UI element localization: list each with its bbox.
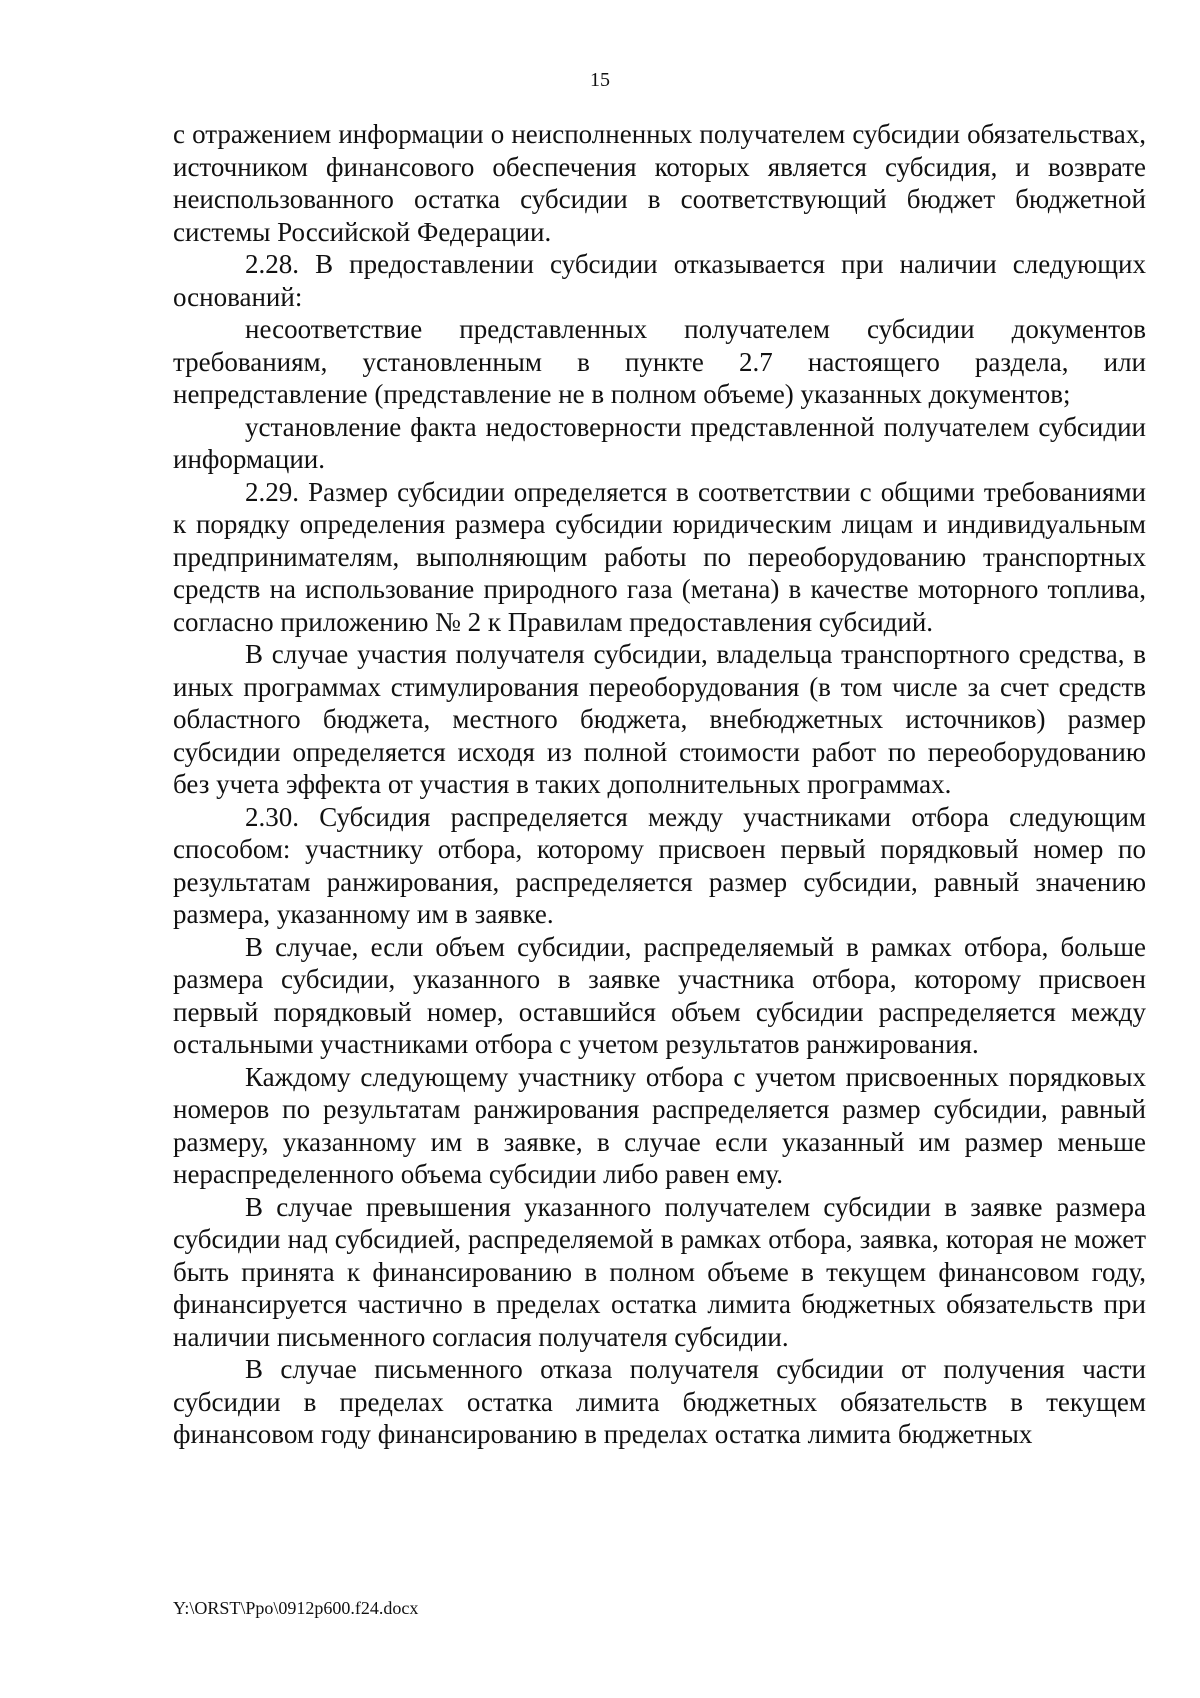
paragraph-written-refusal: В случае письменного отказа получателя субсидии от получения части субсидии в пределах остатка лимита бюджетных обязательств в текущем финансовом году финансированию в пределах остатка лимита бюджетных bbox=[173, 1354, 1146, 1449]
paragraph-reason-information: установление факта недостоверности представленной получателем субсидии информации. bbox=[173, 411, 1146, 474]
paragraph-reason-documents: несоответствие представленных получателем субсидии документов требованиям, установленным в пункте 2.7 настоящего раздела, или непредставление (представление не в полном объеме) указанных документов; bbox=[173, 314, 1146, 409]
paragraph-each-next-participant: Каждому следующему участнику отбора с учетом присвоенных порядковых номеров по результатам ранжирования распределяется размер субсидии, равный размеру, указанному им в заявке, в случае если указанный им размер меньше нераспределенного объема субсидии либо равен ему. bbox=[173, 1061, 1146, 1189]
page-number: 15 bbox=[590, 69, 610, 91]
document-body bbox=[173, 118, 1146, 1451]
paragraph-excess-amount: В случае превышения указанного получателем субсидии в заявке размера субсидии над субсидией, распределяемой в рамках отбора, заявка, которая не может быть принята к финансированию в полном объеме в текущем финансовом году, финансируется частично в пределах остатка лимита бюджетных обязательств при наличии письменного согласия получателя субсидии. bbox=[173, 1191, 1146, 1352]
paragraph-other-programs: В случае участия получателя субсидии, владельца транспортного средства, в иных программах стимулирования переоборудования (в том числе за счет средств областного бюджета, местного бюджета, внебюджетных источников) размер субсидии определяется исходя из полной стоимости работ по переоборудованию без учета эффекта от участия в таких дополнительных программах. bbox=[173, 639, 1146, 799]
paragraph-2-30: 2.30. Субсидия распределяется между участниками отбора следующим способом: участнику отбора, которому присвоен первый порядковый номер по результатам ранжирования, распределяется размер субсидии, равный значению размера, указанному им в заявке. bbox=[173, 801, 1146, 929]
footer-file-path: Y:\ORST\Ppo\0912p600.f24.docx bbox=[173, 1598, 419, 1618]
paragraph-2-29: 2.29. Размер субсидии определяется в соответствии с общими требованиями к порядку определения размера субсидии юридическим лицам и индивидуальным предпринимателям, выполняющим работы по переоборудованию транспортных средств на использование природного газа (метана) в качестве моторного топлива, согласно приложению № 2 к Правилам предоставления субсидий. bbox=[173, 476, 1146, 637]
paragraph-remaining-volume: В случае, если объем субсидии, распределяемый в рамках отбора, больше размера субсидии, указанного в заявке участника отбора, которому присвоен первый порядковый номер, оставшийся объем субсидии распределяется между остальными участниками отбора с учетом результатов ранжирования. bbox=[173, 931, 1146, 1059]
paragraph-continuation: с отражением информации о неисполненных получателем субсидии обязательствах, источником финансового обеспечения которых является субсидия, и возврате неиспользованного остатка субсидии в соответствующий бюджет бюджетной системы Российской Федерации. bbox=[173, 119, 1146, 247]
paragraph-2-28: 2.28. В предоставлении субсидии отказывается при наличии следующих оснований: bbox=[173, 249, 1146, 312]
